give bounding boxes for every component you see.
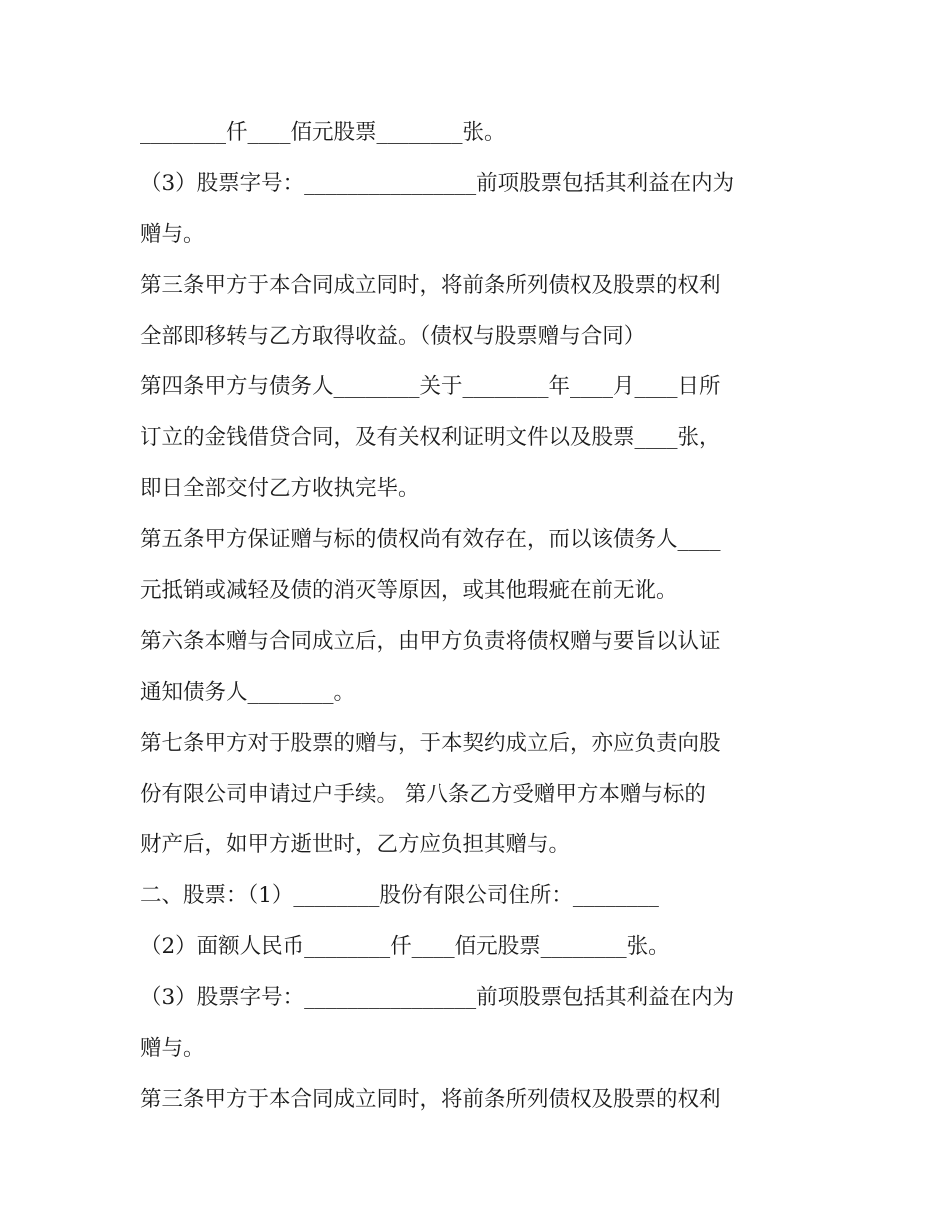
- text-line: 二、股票：（1）________股份有限公司住所：________: [140, 883, 659, 909]
- text-line: 元抵销或减轻及债的消灭等原因，或其他瑕疵在前无讹。: [140, 578, 678, 604]
- text-line: （3）股票字号：________________前项股票包括其利益在内为: [140, 985, 735, 1011]
- text-line: 赠与。: [140, 1036, 205, 1062]
- text-line: 第三条甲方于本合同成立同时，将前条所列债权及股票的权利: [140, 272, 721, 298]
- text-line: 第七条甲方对于股票的赠与，于本契约成立后，亦应负责向股: [140, 730, 721, 756]
- text-line: 赠与。: [140, 221, 205, 247]
- text-line: 通知债务人________。: [140, 679, 356, 705]
- text-line: （3）股票字号：________________前项股票包括其利益在内为: [140, 170, 735, 196]
- text-line: 第六条本赠与合同成立后，由甲方负责将债权赠与要旨以认证: [140, 628, 721, 654]
- document-body: [140, 108, 820, 1126]
- text-line: ________仟____佰元股票________张。: [140, 120, 506, 145]
- text-line: 即日全部交付乙方收执完毕。: [140, 476, 420, 502]
- text-line: 第四条甲方与债务人________关于________年____月____日所: [140, 374, 721, 400]
- text-line: 第五条甲方保证赠与标的债权尚有效存在，而以该债务人____: [140, 527, 721, 553]
- text-line: 订立的金钱借贷合同，及有关权利证明文件以及股票____张，: [140, 425, 721, 451]
- text-line: （2）面额人民币________仟____佰元股票________张。: [140, 934, 670, 960]
- text-line: 第三条甲方于本合同成立同时，将前条所列债权及股票的权利: [140, 1086, 721, 1112]
- text-line: 全部即移转与乙方取得收益。（债权与股票赠与合同）: [140, 323, 646, 349]
- text-line: 份有限公司申请过户手续。 第八条乙方受赠甲方本赠与标的: [140, 781, 706, 807]
- text-line: 财产后，如甲方逝世时，乙方应负担其赠与。: [140, 832, 571, 858]
